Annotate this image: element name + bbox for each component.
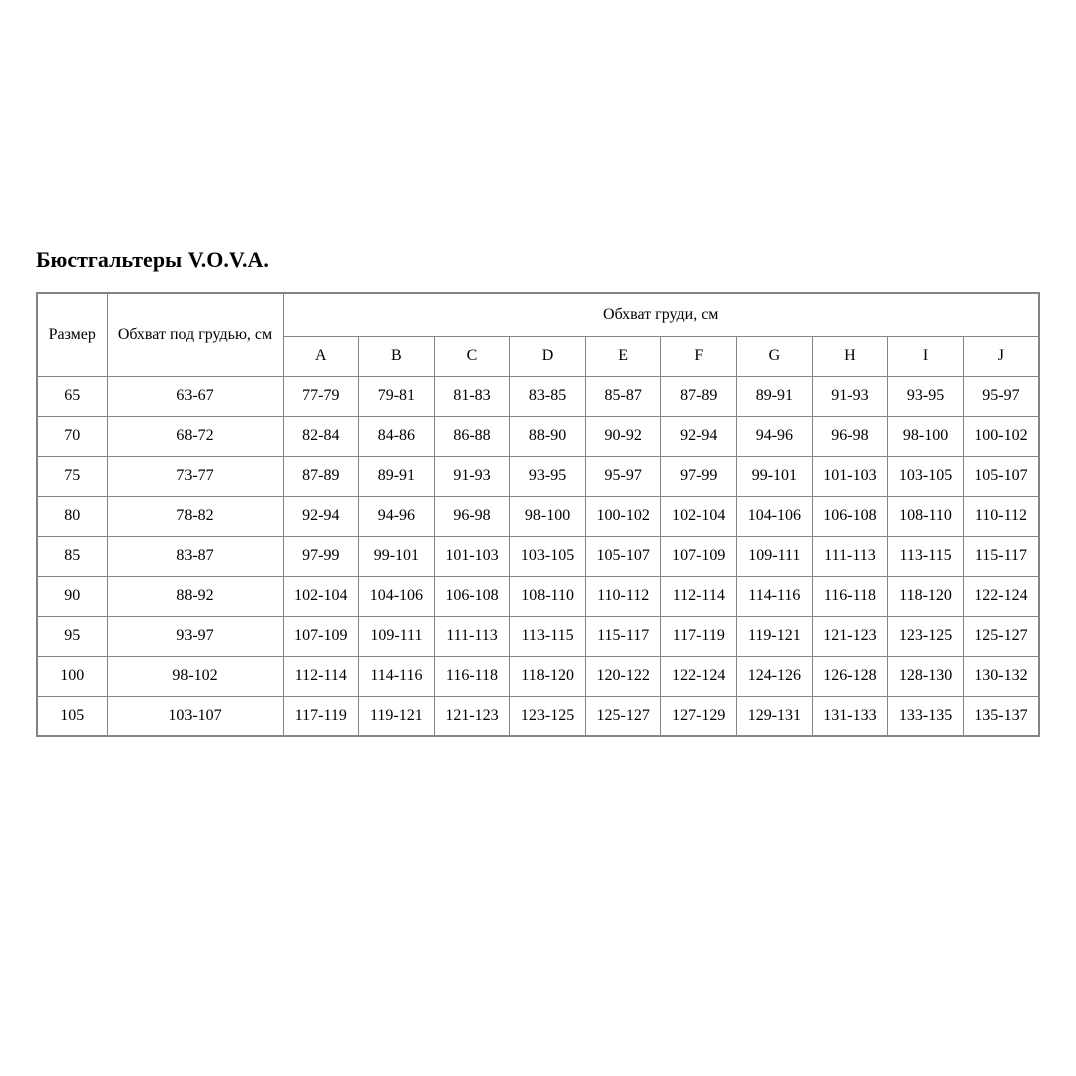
- underbust-cell: 83-87: [107, 536, 283, 576]
- bust-range-cell: 100-102: [585, 496, 661, 536]
- bust-range-cell: 133-135: [888, 696, 964, 736]
- underbust-cell: 68-72: [107, 416, 283, 456]
- bust-range-cell: 86-88: [434, 416, 510, 456]
- bust-range-cell: 98-100: [888, 416, 964, 456]
- bust-range-cell: 91-93: [812, 376, 888, 416]
- size-cell: 105: [37, 696, 107, 736]
- table-header: [37, 293, 1039, 376]
- cup-column-header-I: I: [888, 336, 964, 376]
- bust-range-cell: 79-81: [359, 376, 435, 416]
- underbust-cell: 63-67: [107, 376, 283, 416]
- bra-size-table: [36, 292, 1040, 737]
- bust-range-cell: 109-111: [737, 536, 813, 576]
- underbust-column-header: Обхват под грудью, см: [107, 293, 283, 376]
- bust-range-cell: 87-89: [661, 376, 737, 416]
- bust-range-cell: 89-91: [359, 456, 435, 496]
- table-row: [37, 416, 1039, 456]
- bust-range-cell: 77-79: [283, 376, 359, 416]
- bust-range-cell: 101-103: [812, 456, 888, 496]
- bust-range-cell: 107-109: [661, 536, 737, 576]
- bust-range-cell: 127-129: [661, 696, 737, 736]
- bust-range-cell: 118-120: [888, 576, 964, 616]
- bust-range-cell: 123-125: [510, 696, 586, 736]
- bust-range-cell: 105-107: [963, 456, 1039, 496]
- underbust-cell: 98-102: [107, 656, 283, 696]
- bust-range-cell: 113-115: [510, 616, 586, 656]
- bust-range-cell: 116-118: [812, 576, 888, 616]
- bust-range-cell: 119-121: [359, 696, 435, 736]
- size-cell: 95: [37, 616, 107, 656]
- bust-range-cell: 111-113: [812, 536, 888, 576]
- bust-range-cell: 135-137: [963, 696, 1039, 736]
- bust-range-cell: 89-91: [737, 376, 813, 416]
- bust-range-cell: 93-95: [510, 456, 586, 496]
- bust-range-cell: 115-117: [585, 616, 661, 656]
- bust-range-cell: 106-108: [812, 496, 888, 536]
- cup-column-header-D: D: [510, 336, 586, 376]
- underbust-cell: 103-107: [107, 696, 283, 736]
- bust-range-cell: 131-133: [812, 696, 888, 736]
- cup-column-header-F: F: [661, 336, 737, 376]
- bust-group-header: Обхват груди, см: [283, 293, 1039, 336]
- bust-range-cell: 121-123: [434, 696, 510, 736]
- bust-range-cell: 103-105: [510, 536, 586, 576]
- size-cell: 65: [37, 376, 107, 416]
- bust-range-cell: 108-110: [888, 496, 964, 536]
- bust-range-cell: 124-126: [737, 656, 813, 696]
- cup-column-header-H: H: [812, 336, 888, 376]
- bust-range-cell: 101-103: [434, 536, 510, 576]
- bust-range-cell: 97-99: [661, 456, 737, 496]
- size-table-body: [37, 376, 1039, 736]
- underbust-cell: 78-82: [107, 496, 283, 536]
- bust-range-cell: 96-98: [434, 496, 510, 536]
- bust-range-cell: 112-114: [661, 576, 737, 616]
- bust-range-cell: 121-123: [812, 616, 888, 656]
- bust-range-cell: 105-107: [585, 536, 661, 576]
- bust-range-cell: 123-125: [888, 616, 964, 656]
- bust-range-cell: 115-117: [963, 536, 1039, 576]
- underbust-cell: 93-97: [107, 616, 283, 656]
- bust-range-cell: 112-114: [283, 656, 359, 696]
- bust-range-cell: 90-92: [585, 416, 661, 456]
- table-row: [37, 616, 1039, 656]
- bust-range-cell: 122-124: [661, 656, 737, 696]
- cup-column-header-A: A: [283, 336, 359, 376]
- bust-range-cell: 104-106: [359, 576, 435, 616]
- table-row: [37, 456, 1039, 496]
- bust-range-cell: 94-96: [737, 416, 813, 456]
- cup-column-header-E: E: [585, 336, 661, 376]
- bust-range-cell: 98-100: [510, 496, 586, 536]
- bust-range-cell: 92-94: [661, 416, 737, 456]
- bust-range-cell: 97-99: [283, 536, 359, 576]
- size-cell: 90: [37, 576, 107, 616]
- bust-range-cell: 125-127: [963, 616, 1039, 656]
- bust-range-cell: 84-86: [359, 416, 435, 456]
- bust-range-cell: 91-93: [434, 456, 510, 496]
- bust-range-cell: 100-102: [963, 416, 1039, 456]
- bust-range-cell: 110-112: [963, 496, 1039, 536]
- bust-range-cell: 126-128: [812, 656, 888, 696]
- table-row: [37, 656, 1039, 696]
- bust-range-cell: 128-130: [888, 656, 964, 696]
- bust-range-cell: 117-119: [661, 616, 737, 656]
- cup-column-header-C: C: [434, 336, 510, 376]
- table-row: [37, 536, 1039, 576]
- bust-range-cell: 107-109: [283, 616, 359, 656]
- size-cell: 75: [37, 456, 107, 496]
- bust-range-cell: 94-96: [359, 496, 435, 536]
- bust-range-cell: 130-132: [963, 656, 1039, 696]
- table-row: [37, 496, 1039, 536]
- bust-range-cell: 117-119: [283, 696, 359, 736]
- bust-range-cell: 104-106: [737, 496, 813, 536]
- bust-range-cell: 113-115: [888, 536, 964, 576]
- bust-range-cell: 83-85: [510, 376, 586, 416]
- page-title: Бюстгальтеры V.O.V.A.: [36, 247, 269, 272]
- bust-range-cell: 95-97: [963, 376, 1039, 416]
- underbust-cell: 73-77: [107, 456, 283, 496]
- bust-range-cell: 114-116: [737, 576, 813, 616]
- bust-range-cell: 116-118: [434, 656, 510, 696]
- size-cell: 70: [37, 416, 107, 456]
- size-cell: 80: [37, 496, 107, 536]
- bust-range-cell: 114-116: [359, 656, 435, 696]
- bust-range-cell: 122-124: [963, 576, 1039, 616]
- cup-column-header-B: B: [359, 336, 435, 376]
- cup-column-header-J: J: [963, 336, 1039, 376]
- bust-range-cell: 102-104: [283, 576, 359, 616]
- bust-range-cell: 120-122: [585, 656, 661, 696]
- bust-range-cell: 108-110: [510, 576, 586, 616]
- bust-range-cell: 106-108: [434, 576, 510, 616]
- underbust-cell: 88-92: [107, 576, 283, 616]
- size-column-header: Размер: [37, 293, 107, 376]
- bust-range-cell: 96-98: [812, 416, 888, 456]
- bust-range-cell: 81-83: [434, 376, 510, 416]
- bust-range-cell: 82-84: [283, 416, 359, 456]
- bust-range-cell: 93-95: [888, 376, 964, 416]
- cup-column-header-G: G: [737, 336, 813, 376]
- bust-range-cell: 110-112: [585, 576, 661, 616]
- bust-range-cell: 111-113: [434, 616, 510, 656]
- bust-range-cell: 103-105: [888, 456, 964, 496]
- table-row: [37, 376, 1039, 416]
- table-row: [37, 696, 1039, 736]
- bust-range-cell: 92-94: [283, 496, 359, 536]
- bust-range-cell: 109-111: [359, 616, 435, 656]
- bust-range-cell: 99-101: [737, 456, 813, 496]
- bust-range-cell: 88-90: [510, 416, 586, 456]
- bust-range-cell: 102-104: [661, 496, 737, 536]
- bust-range-cell: 95-97: [585, 456, 661, 496]
- header-row-top: [37, 293, 1039, 336]
- size-cell: 100: [37, 656, 107, 696]
- bust-range-cell: 129-131: [737, 696, 813, 736]
- bust-range-cell: 87-89: [283, 456, 359, 496]
- bust-range-cell: 118-120: [510, 656, 586, 696]
- bust-range-cell: 119-121: [737, 616, 813, 656]
- table-row: [37, 576, 1039, 616]
- bust-range-cell: 125-127: [585, 696, 661, 736]
- size-cell: 85: [37, 536, 107, 576]
- bust-range-cell: 85-87: [585, 376, 661, 416]
- bust-range-cell: 99-101: [359, 536, 435, 576]
